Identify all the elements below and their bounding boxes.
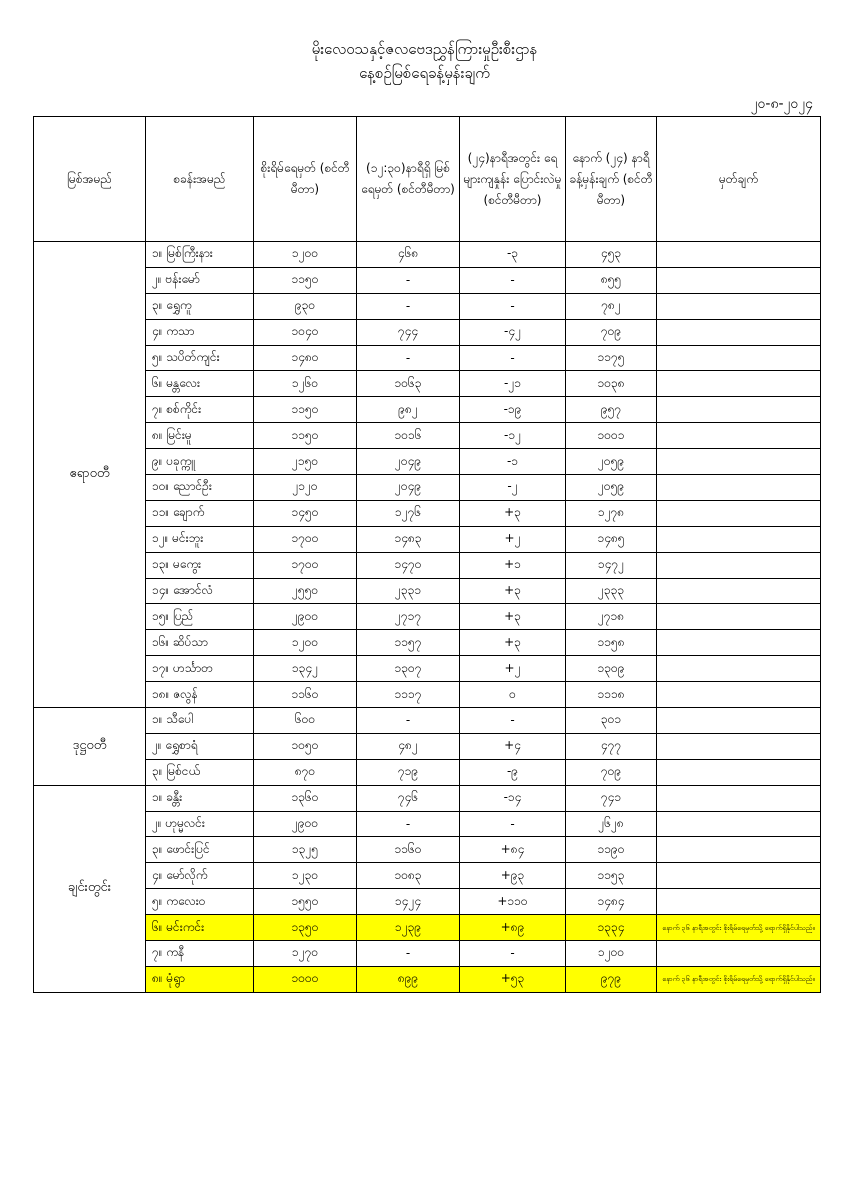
col-station-name: စခန်းအမည် <box>146 117 254 242</box>
remarks-cell <box>657 242 821 268</box>
remarks-cell: နောက် ၃၆ နာရီအတွင်း စိုးရိမ်ရေမှတ်သို့ ရောက်ရှိနိုင်ပါသည်။ <box>657 966 821 992</box>
remarks-cell <box>657 500 821 526</box>
remarks-cell <box>657 526 821 552</box>
current-level-cell: - <box>357 708 460 734</box>
station-name-cell: ၁၇။ ဟင်္သာတ <box>146 656 254 682</box>
river-name-cell: ဒုဋ္ဌဝတီ <box>34 708 146 786</box>
remarks-cell <box>657 708 821 734</box>
header-row <box>34 117 821 242</box>
table-row <box>34 578 821 604</box>
remarks-cell <box>657 475 821 501</box>
station-name-cell: ၈။ မုံရွာ <box>146 966 254 992</box>
danger-level-cell: ၈၇၀ <box>254 759 357 785</box>
table-row <box>34 837 821 863</box>
table-row <box>34 966 821 992</box>
danger-level-cell: ၁၄၈၀ <box>254 345 357 371</box>
table-row <box>34 319 821 345</box>
remarks-cell <box>657 811 821 837</box>
remarks-cell <box>657 371 821 397</box>
remarks-cell <box>657 785 821 811</box>
station-name-cell: ၄။ ကသာ <box>146 319 254 345</box>
station-name-cell: ၃။ ဖောင်းပြင် <box>146 837 254 863</box>
current-level-cell: ၄၆၈ <box>357 242 460 268</box>
danger-level-cell: ၁၁၆၀ <box>254 682 357 708</box>
danger-level-cell: ၂၉၀၀ <box>254 604 357 630</box>
station-name-cell: ၈။ မြင်းမူ <box>146 423 254 449</box>
danger-level-cell: ၁၃၅၀ <box>254 915 357 941</box>
report-date: ၂၀-၈-၂၀၂၄ <box>750 96 813 112</box>
station-name-cell: ၁၅။ ပြည် <box>146 604 254 630</box>
level-change-cell: -၂ <box>460 475 566 501</box>
level-change-cell: +၈၉ <box>460 915 566 941</box>
forecast-cell: ၁၁၅၈ <box>566 630 657 656</box>
current-level-cell: ၁၁၆၀ <box>357 837 460 863</box>
station-name-cell: ၂။ ဗန်းမော် <box>146 267 254 293</box>
current-level-cell: ၄၈၂ <box>357 733 460 759</box>
station-name-cell: ၉။ ပခုက္ကူ <box>146 449 254 475</box>
forecast-cell: ၁၂၀၀ <box>566 941 657 967</box>
level-change-cell: +၃ <box>460 500 566 526</box>
station-name-cell: ၅။ သပိတ်ကျင်း <box>146 345 254 371</box>
forecast-cell: ၁၁၉၀ <box>566 837 657 863</box>
current-level-cell: ၁၄၇၀ <box>357 552 460 578</box>
col-change: (၂၄)နာရီအတွင်း ရေများကျနှုန်း ပြောင်းလဲမှု (စင်တီမီတာ) <box>460 117 566 242</box>
level-change-cell: - <box>460 345 566 371</box>
table-row <box>34 682 821 708</box>
forecast-cell: ၇၀၉ <box>566 319 657 345</box>
level-change-cell: +၃ <box>460 578 566 604</box>
remarks-cell <box>657 267 821 293</box>
table-row <box>34 242 821 268</box>
forecast-cell: ၃၀၁ <box>566 708 657 734</box>
col-forecast: နောက် (၂၄) နာရီ ခန့်မှန်းချက် (စင်တီမီတာ) <box>566 117 657 242</box>
river-name-cell: ချင်းတွင်း <box>34 785 146 992</box>
station-name-cell: ၁၀။ ညောင်ဦး <box>146 475 254 501</box>
col-current-level: (၁၂:၃၀)နာရီရှိ မြစ်ရေမှတ် (စင်တီမီတာ) <box>357 117 460 242</box>
current-level-cell: ၁၃၀၇ <box>357 656 460 682</box>
forecast-cell: ၁၄၈၄ <box>566 889 657 915</box>
level-change-cell: +၁ <box>460 552 566 578</box>
table-row <box>34 915 821 941</box>
danger-level-cell: ၁၁၅၀ <box>254 397 357 423</box>
table-row <box>34 552 821 578</box>
forecast-cell: ၁၄၈၅ <box>566 526 657 552</box>
forecast-cell: ၁၀၀၁ <box>566 423 657 449</box>
danger-level-cell: ၁၅၅၀ <box>254 889 357 915</box>
danger-level-cell: ၁၀၄၀ <box>254 319 357 345</box>
station-name-cell: ၁။ မြစ်ကြီးနား <box>146 242 254 268</box>
current-level-cell: ၇၄၄ <box>357 319 460 345</box>
table-row <box>34 449 821 475</box>
forecast-cell: ၇၀၉ <box>566 759 657 785</box>
level-change-cell: ၀ <box>460 682 566 708</box>
col-river-name: မြစ်အမည် <box>34 117 146 242</box>
forecast-cell: ၄၇၇ <box>566 733 657 759</box>
danger-level-cell: ၁၇၀၀ <box>254 552 357 578</box>
current-level-cell: ၁၀၆၃ <box>357 371 460 397</box>
remarks-cell: နောက် ၃၆ နာရီအတွင်း စိုးရိမ်ရေမှတ်သို့ ရောက်ရှိနိုင်ပါသည်။ <box>657 915 821 941</box>
table-row <box>34 708 821 734</box>
danger-level-cell: ၁၃၆၀ <box>254 785 357 811</box>
remarks-cell <box>657 449 821 475</box>
station-name-cell: ၁။ သီပေါ <box>146 708 254 734</box>
remarks-cell <box>657 319 821 345</box>
station-name-cell: ၁၃။ မကွေး <box>146 552 254 578</box>
forecast-cell: ၁၁၁၈ <box>566 682 657 708</box>
station-name-cell: ၁၆။ ဆိပ်သာ <box>146 630 254 656</box>
current-level-cell: ၁၀၁၆ <box>357 423 460 449</box>
level-change-cell: -၂၁ <box>460 371 566 397</box>
station-name-cell: ၁၂။ မင်းဘူး <box>146 526 254 552</box>
remarks-cell <box>657 656 821 682</box>
table-row <box>34 604 821 630</box>
station-name-cell: ၂။ ရွှေစာရံ <box>146 733 254 759</box>
table-row <box>34 526 821 552</box>
level-change-cell: -၄၂ <box>460 319 566 345</box>
table-row <box>34 733 821 759</box>
table-row <box>34 811 821 837</box>
danger-level-cell: ၁၃၂၅ <box>254 837 357 863</box>
station-name-cell: ၇။ စစ်ကိုင်း <box>146 397 254 423</box>
danger-level-cell: ၁၇၀၀ <box>254 526 357 552</box>
level-change-cell: - <box>460 941 566 967</box>
forecast-cell: ၁၁၇၅ <box>566 345 657 371</box>
danger-level-cell: ၉၃၀ <box>254 293 357 319</box>
station-name-cell: ၁၁။ ချောက် <box>146 500 254 526</box>
station-name-cell: ၂။ ဟုမ္မလင်း <box>146 811 254 837</box>
table-row <box>34 863 821 889</box>
table-row <box>34 759 821 785</box>
current-level-cell: ၂၇၁၇ <box>357 604 460 630</box>
department-title: မိုးလေဝသနှင့်ဇလဗေဒညွှန်ကြားမှုဦးစီးဌာန <box>311 40 538 58</box>
forecast-cell: ၁၁၅၃ <box>566 863 657 889</box>
river-name-cell: ဧရာဝတီ <box>34 242 146 708</box>
danger-level-cell: ၁၀၅၀ <box>254 733 357 759</box>
level-change-cell: - <box>460 708 566 734</box>
danger-level-cell: ၁၁၅၀ <box>254 423 357 449</box>
forecast-cell: ၂၆၂၈ <box>566 811 657 837</box>
remarks-cell <box>657 759 821 785</box>
forecast-cell: ၁၃၀၉ <box>566 656 657 682</box>
current-level-cell: ၇၁၉ <box>357 759 460 785</box>
table-row <box>34 475 821 501</box>
station-name-cell: ၃။ မြစ်ငယ် <box>146 759 254 785</box>
station-name-cell: ၃။ ရွှေကူ <box>146 293 254 319</box>
remarks-cell <box>657 682 821 708</box>
level-change-cell: +၅၃ <box>460 966 566 992</box>
danger-level-cell: ၁၁၅၀ <box>254 267 357 293</box>
current-level-cell: ၂၀၄၉ <box>357 475 460 501</box>
level-change-cell: - <box>460 293 566 319</box>
current-level-cell: ၂၃၃၁ <box>357 578 460 604</box>
table-row <box>34 397 821 423</box>
current-level-cell: - <box>357 345 460 371</box>
table-row <box>34 345 821 371</box>
forecast-cell: ၂၀၅၉ <box>566 475 657 501</box>
river-forecast-table <box>33 116 821 993</box>
current-level-cell: - <box>357 811 460 837</box>
remarks-cell <box>657 941 821 967</box>
current-level-cell: ၁၁၅၇ <box>357 630 460 656</box>
forecast-cell: ၈၅၅ <box>566 267 657 293</box>
station-name-cell: ၄။ မော်လိုက် <box>146 863 254 889</box>
level-change-cell: -၁၂ <box>460 423 566 449</box>
level-change-cell: +၂ <box>460 526 566 552</box>
level-change-cell: +၃ <box>460 630 566 656</box>
table-row <box>34 785 821 811</box>
remarks-cell <box>657 604 821 630</box>
level-change-cell: - <box>460 267 566 293</box>
current-level-cell: ၁၁၁၇ <box>357 682 460 708</box>
forecast-cell: ၁၃၃၄ <box>566 915 657 941</box>
report-title: နေ့စဉ်မြစ်ရေခန့်မှန်းချက် <box>359 64 490 82</box>
table-row <box>34 889 821 915</box>
level-change-cell: +၄ <box>460 733 566 759</box>
level-change-cell: -၃ <box>460 242 566 268</box>
forecast-cell: ၂၃၃၃ <box>566 578 657 604</box>
level-change-cell: -၁ <box>460 449 566 475</box>
current-level-cell: ၁၄၈၃ <box>357 526 460 552</box>
current-level-cell: ၂၀၄၉ <box>357 449 460 475</box>
station-name-cell: ၁။ ခန္တီး <box>146 785 254 811</box>
danger-level-cell: ၁၃၄၂ <box>254 656 357 682</box>
danger-level-cell: ၂၁၂၀ <box>254 475 357 501</box>
danger-level-cell: ၂၁၅၀ <box>254 449 357 475</box>
table-row <box>34 656 821 682</box>
danger-level-cell: ၁၂၀၀ <box>254 242 357 268</box>
remarks-cell <box>657 578 821 604</box>
danger-level-cell: ၁၂၆၀ <box>254 371 357 397</box>
current-level-cell: - <box>357 293 460 319</box>
table-row <box>34 293 821 319</box>
current-level-cell: ၁၄၂၄ <box>357 889 460 915</box>
forecast-cell: ၉၅၇ <box>566 397 657 423</box>
current-level-cell: - <box>357 941 460 967</box>
remarks-cell <box>657 889 821 915</box>
level-change-cell: -၁၄ <box>460 785 566 811</box>
level-change-cell: -၉ <box>460 759 566 785</box>
current-level-cell: ၉၈၂ <box>357 397 460 423</box>
level-change-cell: -၁၉ <box>460 397 566 423</box>
current-level-cell: ၁၂၇၆ <box>357 500 460 526</box>
level-change-cell: +၂ <box>460 656 566 682</box>
danger-level-cell: ၁၂၃၀ <box>254 863 357 889</box>
remarks-cell <box>657 630 821 656</box>
table-body <box>34 242 821 993</box>
current-level-cell: ၈၉၉ <box>357 966 460 992</box>
level-change-cell: +၈၄ <box>460 837 566 863</box>
forecast-cell: ၂၇၁၈ <box>566 604 657 630</box>
col-danger-level: စိုးရိမ်ရေမှတ် (စင်တီမီတာ) <box>254 117 357 242</box>
station-name-cell: ၆။ မန္တလေး <box>146 371 254 397</box>
station-name-cell: ၆။ မင်းကင်း <box>146 915 254 941</box>
danger-level-cell: ၁၂၇၀ <box>254 941 357 967</box>
level-change-cell: +၁၁၀ <box>460 889 566 915</box>
danger-level-cell: ၂၉၀၀ <box>254 811 357 837</box>
station-name-cell: ၅။ ကလေးဝ <box>146 889 254 915</box>
remarks-cell <box>657 423 821 449</box>
remarks-cell <box>657 397 821 423</box>
forecast-cell: ၁၄၇၂ <box>566 552 657 578</box>
forecast-cell: ၇၈၂ <box>566 293 657 319</box>
current-level-cell: ၁၂၃၉ <box>357 915 460 941</box>
current-level-cell: ၁၀၈၃ <box>357 863 460 889</box>
remarks-cell <box>657 837 821 863</box>
remarks-cell <box>657 733 821 759</box>
danger-level-cell: ၁၂၀၀ <box>254 630 357 656</box>
remarks-cell <box>657 552 821 578</box>
remarks-cell <box>657 863 821 889</box>
level-change-cell: +၉၃ <box>460 863 566 889</box>
danger-level-cell: ၁၄၅၀ <box>254 500 357 526</box>
forecast-cell: ၉၇၉ <box>566 966 657 992</box>
station-name-cell: ၇။ ကနီ <box>146 941 254 967</box>
table-row <box>34 941 821 967</box>
forecast-cell: ၁၀၃၈ <box>566 371 657 397</box>
remarks-cell <box>657 345 821 371</box>
danger-level-cell: ၆၀၀ <box>254 708 357 734</box>
station-name-cell: ၁၄။ အောင်လံ <box>146 578 254 604</box>
forecast-cell: ၇၄၁ <box>566 785 657 811</box>
forecast-cell: ၂၀၅၉ <box>566 449 657 475</box>
table-row <box>34 500 821 526</box>
danger-level-cell: ၂၅၅၀ <box>254 578 357 604</box>
table-row <box>34 267 821 293</box>
forecast-cell: ၄၅၃ <box>566 242 657 268</box>
current-level-cell: ၇၄၆ <box>357 785 460 811</box>
remarks-cell <box>657 293 821 319</box>
col-remarks: မှတ်ချက် <box>657 117 821 242</box>
table-row <box>34 423 821 449</box>
level-change-cell: - <box>460 811 566 837</box>
current-level-cell: - <box>357 267 460 293</box>
danger-level-cell: ၁၀၀၀ <box>254 966 357 992</box>
level-change-cell: +၃ <box>460 604 566 630</box>
forecast-cell: ၁၂၇၈ <box>566 500 657 526</box>
table-row <box>34 630 821 656</box>
station-name-cell: ၁၈။ ဇလွန် <box>146 682 254 708</box>
table-row <box>34 371 821 397</box>
